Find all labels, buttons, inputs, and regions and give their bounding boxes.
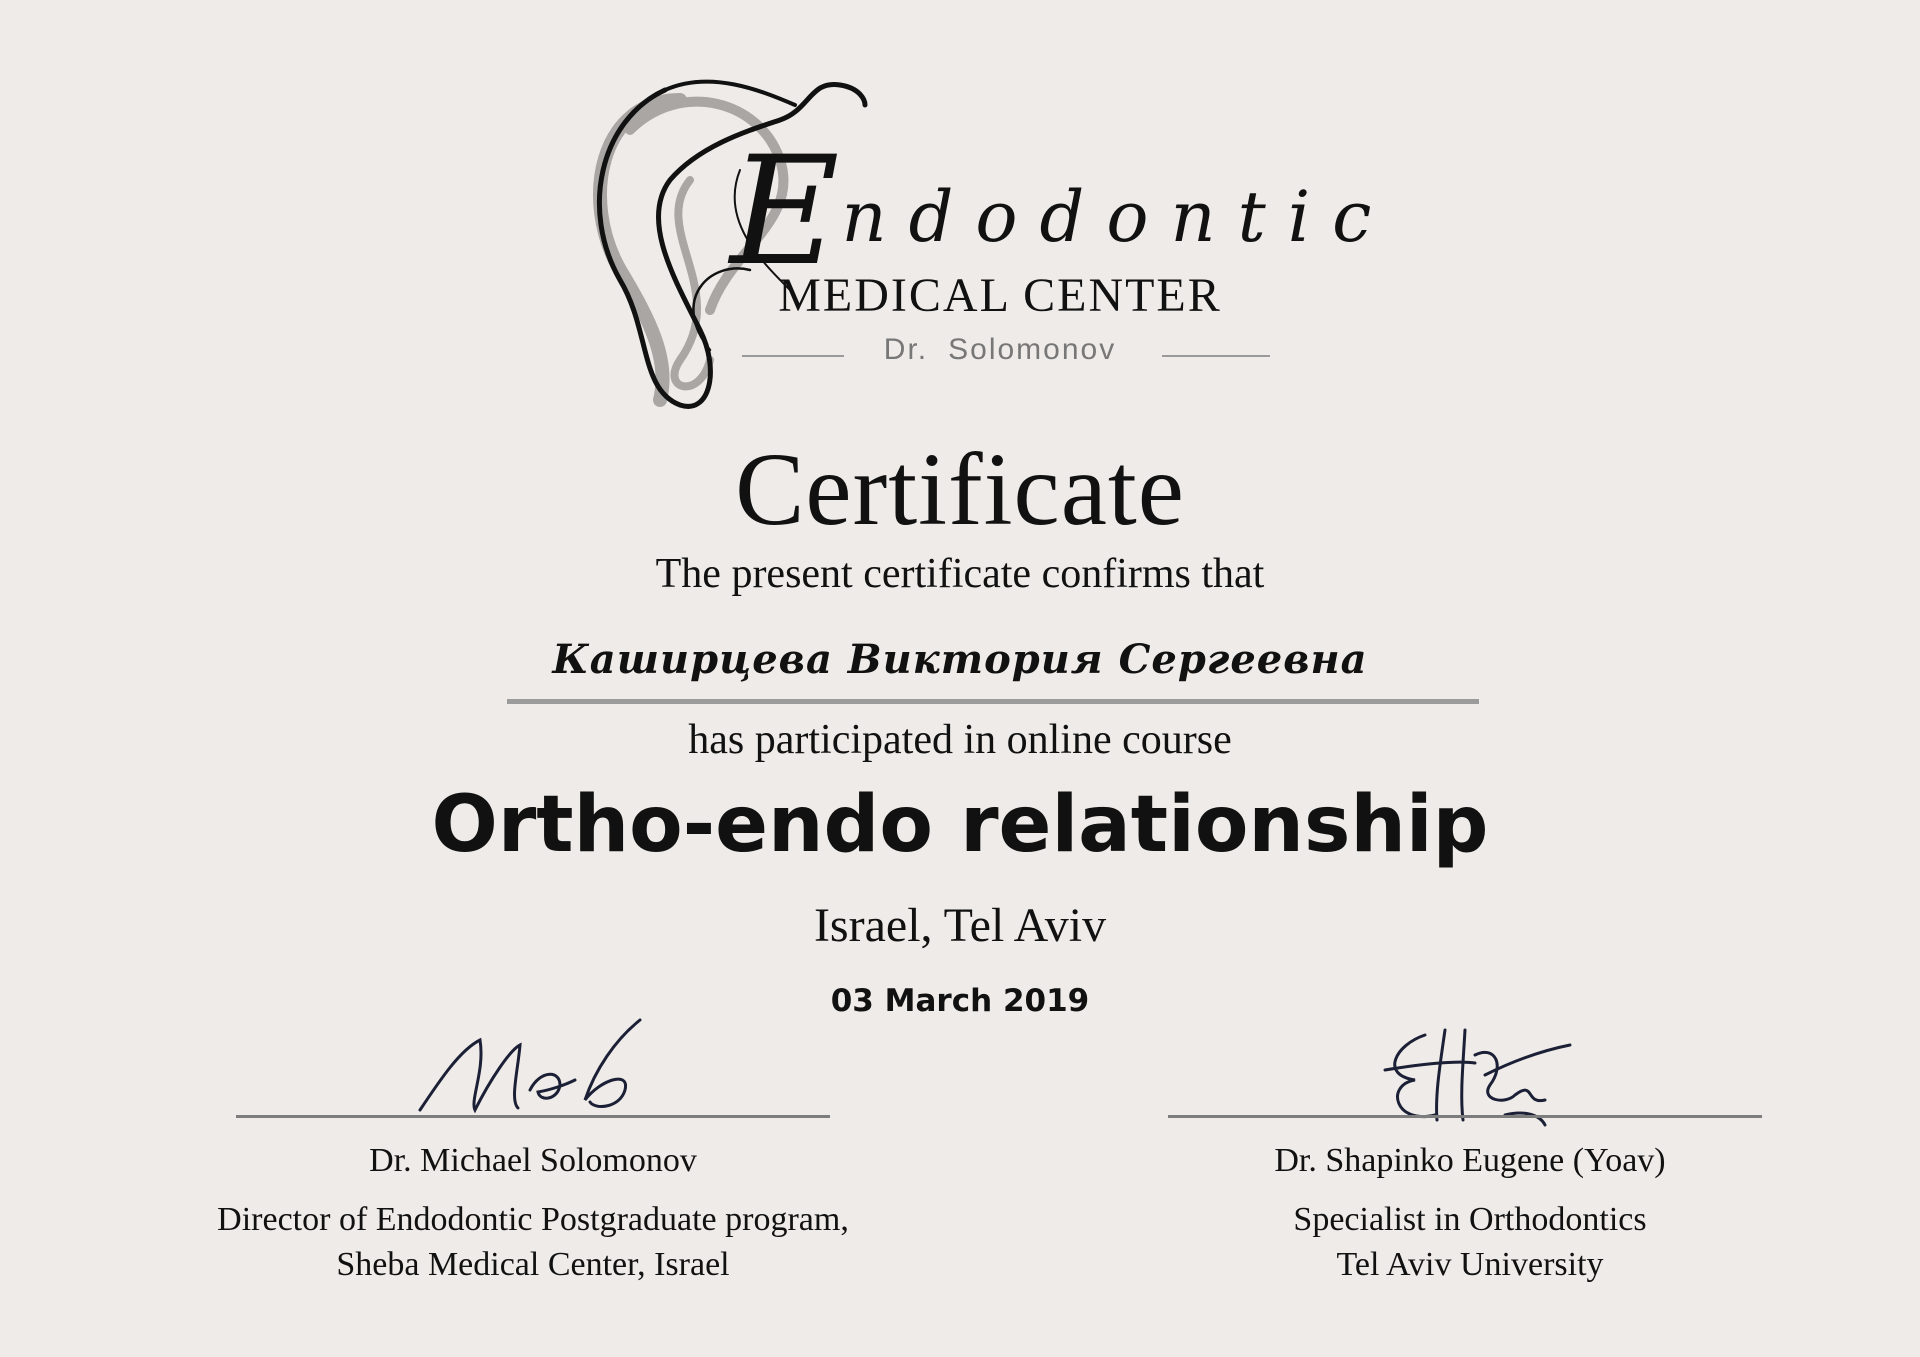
signatory-left-role-line1: Director of Endodontic Postgraduate program,	[217, 1201, 849, 1238]
recipient-name: Каширцева Виктория Сергеевна	[552, 636, 1368, 683]
logo-solomonov-label: Solomonov	[948, 333, 1117, 366]
logo-endodontic-initial: E	[730, 125, 842, 299]
recipient-rule	[507, 699, 1479, 704]
signatory-left-name: Dr. Michael Solomonov	[369, 1142, 697, 1179]
logo-doctor-name	[840, 333, 1160, 367]
confirm-text: The present certificate confirms that	[655, 551, 1265, 597]
signature-left-rule	[236, 1115, 830, 1118]
logo-medical-center-text: MEDICAL CENTER	[778, 269, 1222, 322]
logo-dr-label: Dr.	[883, 333, 929, 366]
signatory-right-block	[1070, 1138, 1870, 1287]
certificate-title: Certificate	[735, 432, 1185, 547]
logo-rule-left	[742, 355, 844, 357]
course-date: 03 March 2019	[830, 983, 1090, 1019]
signatory-left-block	[133, 1138, 933, 1287]
signatory-left-role-line2: Sheba Medical Center, Israel	[336, 1246, 730, 1283]
signature-left-image	[400, 1010, 660, 1120]
signature-right-rule	[1168, 1115, 1762, 1118]
participated-text: has participated in online course	[688, 717, 1232, 763]
signatory-right-role-line1: Specialist in Orthodontics	[1293, 1201, 1647, 1238]
signatory-right-name: Dr. Shapinko Eugene (Yoav)	[1274, 1142, 1666, 1179]
course-title: Ortho-endo relationship	[431, 780, 1489, 870]
logo-endodontic-text: Endodontic	[730, 125, 1394, 299]
signatory-right-role-line2: Tel Aviv University	[1336, 1246, 1604, 1283]
logo-rule-right	[1162, 355, 1270, 357]
course-location: Israel, Tel Aviv	[813, 899, 1107, 952]
